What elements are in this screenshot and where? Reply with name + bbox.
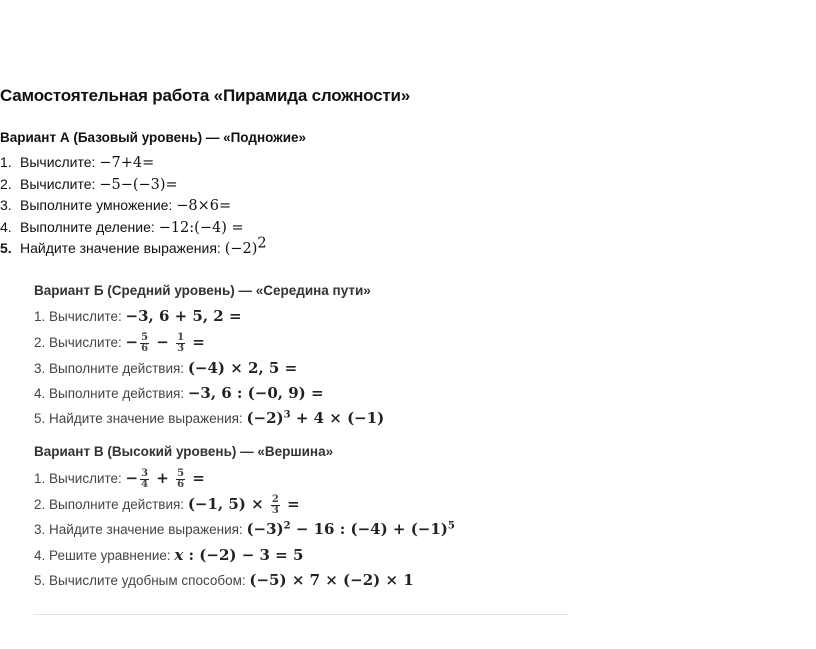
item-math: −12:(−4) =: [158, 219, 244, 236]
item-text: Выполните деление:: [20, 218, 159, 235]
item-number: 4.: [34, 548, 46, 563]
list-item: [34, 546, 303, 564]
item-text: Выполните действия:: [49, 386, 188, 401]
item-math: −: [151, 333, 175, 352]
fraction-numerator: 1: [177, 332, 185, 343]
item-number: 4.: [34, 386, 46, 401]
item-math: : (−2) − 3 = 5: [183, 546, 304, 564]
variant-c-heading: Вариант В (Высокий уровень) — «Вершина»: [34, 444, 334, 459]
item-text: Вычислите:: [20, 154, 100, 170]
fraction-numerator: 3: [141, 468, 149, 479]
item-number: 3.: [34, 361, 46, 376]
list-item: [34, 409, 384, 427]
item-exponent: 2: [257, 235, 267, 252]
item-math: (−2): [224, 241, 258, 257]
item-math: =: [281, 495, 300, 514]
list-item: [0, 195, 267, 217]
fraction-denominator: 3: [177, 343, 185, 354]
item-text: Вычислите:: [20, 175, 100, 192]
item-math: (−5) × 7 × (−2) × 1: [249, 571, 414, 589]
item-text: Вычислите удобным способом:: [49, 573, 250, 588]
fraction-denominator: 4: [141, 479, 149, 490]
item-math: −: [125, 333, 139, 352]
fraction-numerator: 2: [271, 494, 279, 505]
variant-a-heading: Вариант А (Базовый уровень) — «Подножие»: [0, 130, 307, 145]
list-item: [34, 495, 300, 516]
fraction: [140, 469, 149, 490]
item-exponent: 5: [447, 520, 455, 532]
item-math: −3, 6 + 5, 2 =: [125, 307, 242, 325]
item-math: −7+4=: [99, 155, 155, 171]
item-math: − 16 : (−4) + (−1): [290, 520, 448, 538]
item-text: Найдите значение выражения:: [49, 522, 247, 537]
item-text: Найдите значение выражения:: [49, 411, 247, 426]
list-item: [34, 333, 205, 354]
item-math: (−3): [246, 520, 284, 538]
item-math: −8×6=: [176, 198, 232, 214]
divider: [34, 614, 568, 615]
item-number: 5.: [34, 573, 46, 588]
item-math: −5−(−3)=: [99, 176, 178, 193]
variant-b-heading: Вариант Б (Средний уровень) — «Середина пути»: [34, 283, 371, 298]
item-text: Выполните умножение:: [20, 197, 177, 213]
fraction-denominator: 3: [271, 505, 279, 516]
list-item: [0, 174, 267, 196]
item-number: 1.: [34, 471, 46, 487]
item-exponent: 3: [283, 409, 291, 421]
item-text: Вычислите:: [49, 471, 126, 487]
list-item: [34, 384, 324, 402]
item-number: 3.: [34, 522, 46, 537]
item-text: Вычислите:: [49, 335, 126, 351]
item-text: Вычислите:: [49, 309, 126, 324]
page-title: Самостоятельная работа «Пирамида сложности»: [0, 86, 411, 105]
fraction-denominator: 6: [177, 479, 185, 490]
fraction-denominator: 6: [141, 343, 149, 354]
list-item: [0, 152, 267, 174]
fraction: [176, 469, 185, 490]
list-item: [34, 307, 242, 325]
item-math: −: [125, 469, 139, 488]
item-text: Найдите значение выражения:: [20, 240, 225, 256]
item-number: 3.: [0, 197, 12, 213]
item-text: Выполните действия:: [49, 497, 188, 513]
item-number: 2.: [0, 175, 12, 192]
item-math: =: [187, 469, 205, 488]
fraction: [176, 333, 185, 354]
list-item: [0, 235, 267, 260]
item-math: (−4) × 2, 5 =: [187, 359, 298, 377]
item-math-variable: x: [174, 546, 184, 564]
fraction: [140, 333, 149, 354]
item-number: 2.: [34, 335, 46, 351]
list-item: [34, 359, 297, 377]
list-item: [34, 571, 414, 589]
item-math: (−2): [246, 409, 284, 427]
item-math: −3, 6 : (−0, 9) =: [187, 384, 324, 402]
item-number: 2.: [34, 497, 46, 513]
item-number: 1.: [0, 154, 12, 170]
fraction-numerator: 5: [141, 332, 149, 343]
item-math: +: [151, 469, 175, 488]
item-number: 5.: [0, 240, 12, 256]
list-item: [34, 520, 455, 538]
item-number: 5.: [34, 411, 46, 426]
variant-a-list: [0, 152, 267, 260]
item-number: 1.: [34, 309, 46, 324]
fraction: [271, 495, 280, 516]
item-math: =: [187, 333, 205, 352]
item-exponent: 2: [283, 520, 291, 532]
list-item: [34, 469, 205, 490]
item-math: + 4 × (−1): [290, 409, 385, 427]
item-text: Решите уравнение:: [49, 548, 175, 563]
list-item: [0, 217, 267, 239]
item-text: Выполните действия:: [49, 361, 188, 376]
fraction-numerator: 5: [177, 468, 185, 479]
item-math: (−1, 5) ×: [187, 495, 269, 514]
item-number: 4.: [0, 218, 12, 235]
